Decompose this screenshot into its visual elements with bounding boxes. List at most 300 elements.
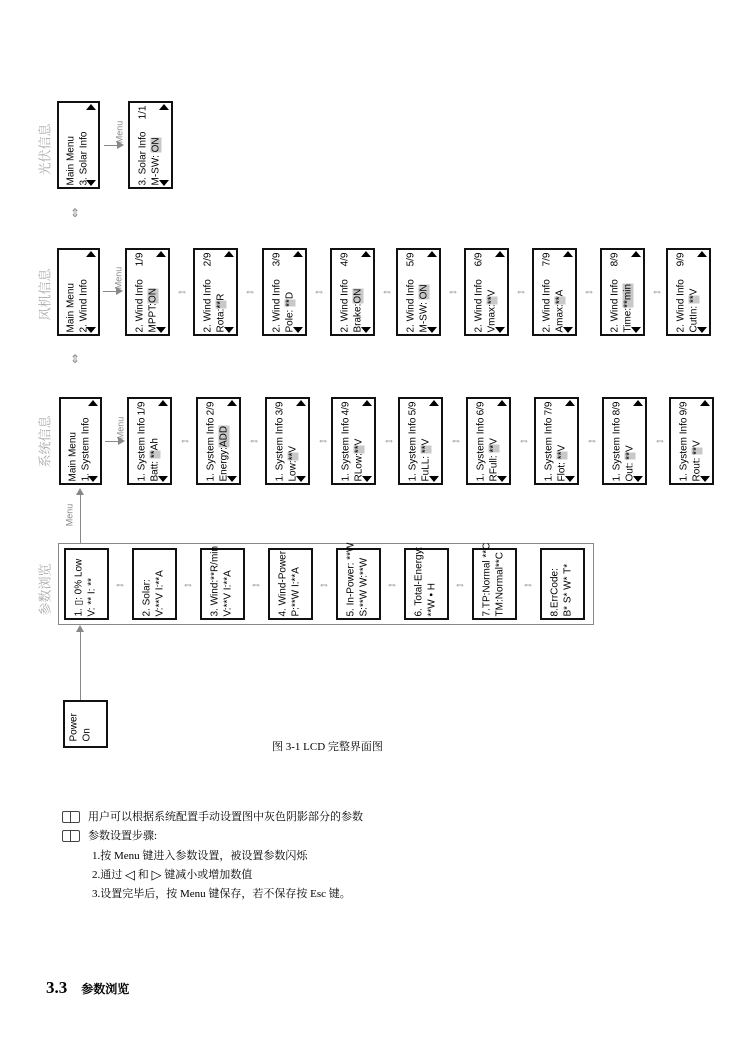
lcd-text <box>57 248 100 336</box>
param-value[interactable]: ** <box>286 452 298 460</box>
param-value[interactable]: ** <box>485 295 497 304</box>
browse-line-1: 7.TP:Normal **C <box>480 542 492 616</box>
param-label: Vmax: <box>485 303 497 332</box>
param-label: Rota: <box>214 308 226 332</box>
scroll-down-icon <box>159 180 169 186</box>
page-indicator: 9/9 <box>677 401 689 415</box>
browse-screen-box <box>268 548 313 620</box>
info-screen-box <box>532 248 577 336</box>
scroll-up-icon <box>296 400 306 406</box>
param-unit: V <box>286 445 298 453</box>
horizontal-nav-icon: ⇔ <box>248 433 260 447</box>
param-value[interactable]: ** <box>687 294 699 303</box>
step-2-c: 键减小或增加数值 <box>164 869 253 881</box>
info-title-line <box>404 252 417 332</box>
info-title: 2. Wind Info <box>540 278 552 332</box>
lcd-text <box>600 248 645 336</box>
browse-line-1: 2. Solar: <box>140 578 152 616</box>
info-title: 1. System Info <box>204 417 216 481</box>
info-title-line <box>677 401 690 481</box>
horizontal-nav-icon: ⇔ <box>454 577 466 591</box>
main-menu-item: 1. System Info <box>79 417 91 481</box>
info-value-line <box>621 252 634 332</box>
horizontal-nav-icon: ⇔ <box>114 577 126 591</box>
vertical-nav-icon: ⇕ <box>70 352 81 366</box>
figure-caption: 图 3-1 LCD 完整界面图 <box>272 741 383 753</box>
info-screen-box <box>330 248 375 336</box>
param-value[interactable]: ** <box>283 298 295 307</box>
scroll-down-icon <box>427 327 437 333</box>
param-unit: V <box>687 288 699 295</box>
browse-screen-box <box>200 545 245 620</box>
browse-line-2: **W • H <box>425 582 437 616</box>
info-value-line <box>623 401 636 481</box>
info-screen-box <box>331 397 376 485</box>
scroll-down-icon <box>158 476 168 482</box>
param-value[interactable]: ** <box>214 300 226 309</box>
info-title-line <box>338 252 351 332</box>
info-value-line <box>286 401 299 481</box>
info-screen-box <box>196 397 241 485</box>
horizontal-nav-icon: ⇔ <box>179 433 191 447</box>
main-menu-box <box>57 101 100 189</box>
param-label: Energy: <box>217 446 229 481</box>
info-value-line <box>690 401 703 481</box>
param-value[interactable]: ON <box>146 287 158 303</box>
info-value-line <box>217 401 230 481</box>
scroll-up-icon <box>631 251 641 257</box>
scroll-down-icon <box>631 327 641 333</box>
info-title: 1. System Info <box>273 417 285 481</box>
horizontal-nav-icon: ⇔ <box>182 577 194 591</box>
param-value[interactable]: **min <box>621 283 633 308</box>
scroll-up-icon <box>427 251 437 257</box>
horizontal-nav-icon: ⇔ <box>318 577 330 591</box>
lcd-text <box>330 248 375 336</box>
browse-row-label: 参数浏览 <box>38 563 54 616</box>
lcd-text <box>193 248 238 336</box>
horizontal-nav-icon: ⇔ <box>244 284 256 298</box>
scroll-up-icon <box>700 400 710 406</box>
scroll-down-icon <box>429 476 439 482</box>
scroll-down-icon <box>633 476 643 482</box>
horizontal-nav-icon: ⇔ <box>386 577 398 591</box>
left-key-icon: ◁ <box>125 867 135 883</box>
lcd-text <box>336 542 381 620</box>
page-indicator: 3/9 <box>270 252 282 266</box>
scroll-up-icon <box>86 251 96 257</box>
menu-arrow-label: Menu <box>113 266 124 290</box>
param-unit: V <box>623 444 635 452</box>
page-indicator: 8/9 <box>608 252 620 266</box>
scroll-up-icon <box>565 400 575 406</box>
horizontal-nav-icon: ⇔ <box>654 433 666 447</box>
page-indicator: 5/9 <box>404 252 416 266</box>
param-label: CutIn: <box>687 302 699 332</box>
info-title: 1. System Info <box>135 417 147 481</box>
info-title-line <box>136 105 149 185</box>
horizontal-nav-icon: ⇔ <box>518 433 530 447</box>
param-label: M-SW: <box>149 151 161 185</box>
menu-arrow-up <box>80 490 81 543</box>
main-menu-item: 3. Solar Info <box>77 131 89 185</box>
page-indicator: 4/9 <box>338 252 350 266</box>
info-title-line <box>674 252 687 332</box>
param-unit: V <box>690 439 702 447</box>
param-label: FuLL: <box>419 452 431 481</box>
param-unit: V <box>555 444 567 451</box>
note-2 <box>62 827 157 843</box>
lcd-text <box>398 397 443 485</box>
scroll-up-icon <box>88 400 98 406</box>
lcd-text <box>64 548 109 620</box>
scroll-up-icon <box>697 251 707 257</box>
info-title: 3. Solar Info <box>136 131 148 185</box>
scroll-up-icon <box>158 400 168 406</box>
info-title-line <box>540 252 553 332</box>
main-menu-title: Main Menu <box>66 431 78 481</box>
info-value-line <box>283 252 296 332</box>
scroll-down-icon <box>86 327 96 333</box>
info-screen-box <box>466 397 511 485</box>
main-menu-box <box>57 248 100 336</box>
info-title-line <box>608 252 621 332</box>
info-value-line <box>555 401 568 481</box>
param-label: RFull: <box>487 452 499 481</box>
page-indicator: 7/9 <box>540 252 552 266</box>
step-2-a: 2.通过 <box>92 869 123 881</box>
lcd-text <box>262 248 307 336</box>
scroll-up-icon <box>362 400 372 406</box>
info-title-line <box>273 401 286 481</box>
lcd-text <box>404 548 449 620</box>
info-value-line <box>148 401 161 481</box>
param-value[interactable]: ON <box>417 283 429 299</box>
lcd-text <box>669 397 714 485</box>
info-value-line <box>214 252 227 332</box>
note-1-text: 用户可以根据系统配置手动设置图中灰色阴影部分的参数 <box>88 811 363 823</box>
info-value-line <box>417 252 430 332</box>
scroll-down-icon <box>362 476 372 482</box>
lcd-text <box>331 397 376 485</box>
info-screen-box <box>534 397 579 485</box>
info-title-line <box>201 252 214 332</box>
scroll-up-icon <box>159 104 169 110</box>
param-unit: V <box>485 289 497 296</box>
info-title-line <box>472 252 485 332</box>
info-title-line <box>270 252 283 332</box>
info-value-line <box>687 252 700 332</box>
info-title: 1. System Info <box>677 417 689 481</box>
param-label: Flot: <box>555 458 567 481</box>
horizontal-nav-icon: ⇔ <box>317 433 329 447</box>
param-label: Rout: <box>690 454 702 481</box>
browse-line-2: V:**V I:**A <box>153 569 165 616</box>
lcd-text <box>128 101 173 189</box>
power-on-box <box>63 700 108 748</box>
info-value-line <box>487 401 500 481</box>
info-title-line <box>135 401 148 481</box>
param-value[interactable]: ** <box>419 444 431 453</box>
power-text: Power <box>68 712 79 741</box>
info-value-line <box>351 252 364 332</box>
browse-line-2: V: ** I: ** <box>85 577 97 616</box>
scroll-up-icon <box>361 251 371 257</box>
browse-line-1: 3. Wind:**R/min <box>208 545 220 616</box>
scroll-up-icon <box>227 400 237 406</box>
info-title-line <box>610 401 623 481</box>
browse-screen-box <box>64 548 109 620</box>
info-value-line <box>352 401 365 481</box>
lcd-text <box>666 248 711 336</box>
browse-screen-box <box>472 542 517 620</box>
book-icon <box>62 811 80 823</box>
param-label: RLow: <box>352 452 364 481</box>
lcd-text <box>268 548 313 620</box>
browse-screen-box <box>132 548 177 620</box>
scroll-down-icon <box>565 476 575 482</box>
page-indicator: 2/9 <box>201 252 213 266</box>
scroll-down-icon <box>697 327 707 333</box>
scroll-down-icon <box>293 327 303 333</box>
info-title: 2. Wind Info <box>608 278 620 332</box>
section-heading <box>46 978 129 998</box>
step-2-b: 和 <box>137 869 149 881</box>
scroll-up-icon <box>633 400 643 406</box>
lcd-text <box>532 248 577 336</box>
scroll-down-icon <box>227 476 237 482</box>
scroll-down-icon <box>495 327 505 333</box>
info-value-line <box>553 252 566 332</box>
param-label: Amax: <box>553 303 565 332</box>
param-label: Batt: <box>148 457 160 481</box>
info-screen-box <box>669 397 714 485</box>
info-screen-box <box>396 248 441 336</box>
info-title: 2. Wind Info <box>270 278 282 332</box>
book-icon <box>62 830 80 842</box>
menu-arrow-label: Menu <box>115 416 126 440</box>
browse-line-2: P:**W I:**A <box>289 566 301 616</box>
menu-arrow-label: Menu <box>114 120 125 144</box>
lcd-text <box>127 397 172 485</box>
page-indicator: 6/9 <box>474 401 486 415</box>
lcd-text <box>59 397 102 485</box>
browse-line-1: 8.ErrCode: <box>548 567 560 616</box>
lcd-text <box>200 545 245 620</box>
scroll-down-icon <box>86 180 96 186</box>
info-screen-box <box>666 248 711 336</box>
info-screen-box <box>398 397 443 485</box>
info-title: 2. Wind Info <box>201 278 213 332</box>
info-title: 1. System Info <box>610 417 622 481</box>
scroll-down-icon <box>361 327 371 333</box>
scroll-down-icon <box>224 327 234 333</box>
step-1: 1.按 Menu 键进入参数设置，被设置参数闪烁 <box>92 850 308 862</box>
browse-line-1: 5. In-Power: **W <box>344 542 356 616</box>
page-indicator: 3/9 <box>273 401 285 415</box>
info-title: 1. System Info <box>406 417 418 481</box>
system-row-label: 系统信息 <box>38 415 54 468</box>
lcd-text <box>534 397 579 485</box>
info-title: 1. System Info <box>339 417 351 481</box>
horizontal-nav-icon: ⇔ <box>450 433 462 447</box>
info-screen-box <box>464 248 509 336</box>
info-title: 1. System Info <box>542 417 554 481</box>
page-indicator: 5/9 <box>406 401 418 415</box>
lcd-text <box>472 542 517 620</box>
info-title-line <box>204 401 217 481</box>
page-indicator: 7/9 <box>542 401 554 415</box>
horizontal-nav-icon: ⇔ <box>515 284 527 298</box>
lcd-text <box>396 248 441 336</box>
menu-arrow-label: Menu <box>64 503 75 527</box>
scroll-up-icon <box>429 400 439 406</box>
menu-arrow <box>103 291 121 292</box>
horizontal-nav-icon: ⇔ <box>522 577 534 591</box>
info-screen-box <box>602 397 647 485</box>
lcd-text <box>132 548 177 620</box>
section-title: 参数浏览 <box>81 982 130 996</box>
browse-line-2: S:**W W:**W <box>357 557 369 616</box>
horizontal-nav-icon: ⇔ <box>651 284 663 298</box>
info-title: 2. Wind Info <box>472 278 484 332</box>
info-value-line <box>485 252 498 332</box>
scroll-down-icon <box>563 327 573 333</box>
lcd-text <box>602 397 647 485</box>
param-value[interactable]: ON <box>149 136 161 152</box>
browse-screen-box <box>540 548 585 620</box>
info-value-line <box>419 401 432 481</box>
browse-line-1: 6. Total-Energy: <box>412 546 424 616</box>
main-menu-title: Main Menu <box>64 282 76 332</box>
param-value[interactable]: ** <box>352 444 364 453</box>
info-screen-box <box>193 248 238 336</box>
scroll-down-icon <box>497 476 507 482</box>
note-1 <box>62 808 363 824</box>
param-unit: D <box>283 291 295 299</box>
solar-row-label: 光伏信息 <box>38 123 54 176</box>
param-unit: R <box>214 293 226 301</box>
page-indicator: 6/9 <box>472 252 484 266</box>
info-screen-box <box>262 248 307 336</box>
info-title: 2. Wind Info <box>338 278 350 332</box>
lcd-text <box>125 248 170 336</box>
info-title: 2. Wind Info <box>674 278 686 332</box>
info-screen-box <box>128 101 173 189</box>
lcd-text <box>265 397 310 485</box>
info-title: 2. Wind Info <box>404 278 416 332</box>
param-value[interactable]: ** <box>623 451 635 460</box>
param-label: Brake: <box>351 303 363 332</box>
page-indicator: 1/9 <box>135 401 147 415</box>
browse-screen-box <box>404 548 449 620</box>
horizontal-nav-icon: ⇔ <box>583 284 595 298</box>
browse-line-1: 4. Wind-Power <box>276 550 288 616</box>
param-unit: A <box>553 289 565 296</box>
on-text: On <box>81 727 92 741</box>
scroll-up-icon <box>293 251 303 257</box>
note-2-text: 参数设置步骤: <box>88 830 158 842</box>
scroll-down-icon <box>88 476 98 482</box>
info-title-line <box>474 401 487 481</box>
vertical-nav-icon: ⇕ <box>70 206 81 220</box>
param-value[interactable]: ADD <box>217 425 229 447</box>
info-screen-box <box>125 248 170 336</box>
page-indicator: 1/9 <box>133 252 145 266</box>
main-menu-box <box>59 397 102 485</box>
lcd-text <box>57 101 100 189</box>
scroll-up-icon <box>495 251 505 257</box>
lcd-text <box>196 397 241 485</box>
info-value-line <box>146 252 159 332</box>
param-value[interactable]: ** <box>487 444 499 453</box>
right-key-icon: ▷ <box>151 867 162 883</box>
scroll-up-icon <box>563 251 573 257</box>
browse-line-2: V:**V I:**A <box>221 569 233 616</box>
main-menu-title: Main Menu <box>64 135 76 185</box>
param-value[interactable]: ** <box>553 295 565 304</box>
main-menu-item: 2. Wind Info <box>77 278 89 332</box>
param-value[interactable]: ** <box>555 450 567 459</box>
horizontal-nav-icon: ⇔ <box>313 284 325 298</box>
scroll-up-icon <box>224 251 234 257</box>
param-label: M-SW: <box>417 298 429 332</box>
param-label: Out: <box>623 459 635 481</box>
step-2 <box>92 866 252 883</box>
menu-arrow <box>105 441 123 442</box>
horizontal-nav-icon: ⇔ <box>447 284 459 298</box>
horizontal-nav-icon: ⇔ <box>250 577 262 591</box>
lcd-text <box>466 397 511 485</box>
scroll-down-icon <box>156 327 166 333</box>
browse-line-2: TM:Normal**C <box>493 551 505 616</box>
param-value[interactable]: ON <box>351 288 363 304</box>
lcd-text <box>464 248 509 336</box>
info-screen-box <box>600 248 645 336</box>
info-value-line <box>149 105 162 185</box>
param-unit: V <box>487 437 499 445</box>
param-label: Low: <box>286 459 298 481</box>
scroll-up-icon <box>86 104 96 110</box>
param-unit: V <box>352 438 364 445</box>
horizontal-nav-icon: ⇔ <box>586 433 598 447</box>
page-indicator: 1/1 <box>136 105 148 119</box>
info-title: 1. System Info <box>474 417 486 481</box>
wind-row-label: 风机信息 <box>38 268 54 321</box>
browse-line-2: B* S* W* T* <box>561 563 573 616</box>
param-unit: Ah <box>148 437 160 450</box>
param-value[interactable]: ** <box>148 449 160 458</box>
info-title: 2. Wind Info <box>133 278 145 332</box>
scroll-up-icon <box>156 251 166 257</box>
lcd-text <box>540 548 585 620</box>
page-indicator: 9/9 <box>674 252 686 266</box>
browse-screen-box <box>336 542 381 620</box>
page-indicator: 8/9 <box>610 401 622 415</box>
param-label: MPPT: <box>146 302 158 332</box>
param-value[interactable]: ** <box>690 446 702 455</box>
horizontal-nav-icon: ⇔ <box>383 433 395 447</box>
info-title-line <box>339 401 352 481</box>
info-title-line <box>542 401 555 481</box>
browse-line-1: 1. ▯: 0% Low <box>72 558 84 616</box>
horizontal-nav-icon: ⇔ <box>176 284 188 298</box>
horizontal-nav-icon: ⇔ <box>381 284 393 298</box>
page-indicator: 2/9 <box>204 401 216 415</box>
info-title-line <box>406 401 419 481</box>
menu-arrow <box>104 145 122 146</box>
param-unit: V <box>419 438 431 445</box>
